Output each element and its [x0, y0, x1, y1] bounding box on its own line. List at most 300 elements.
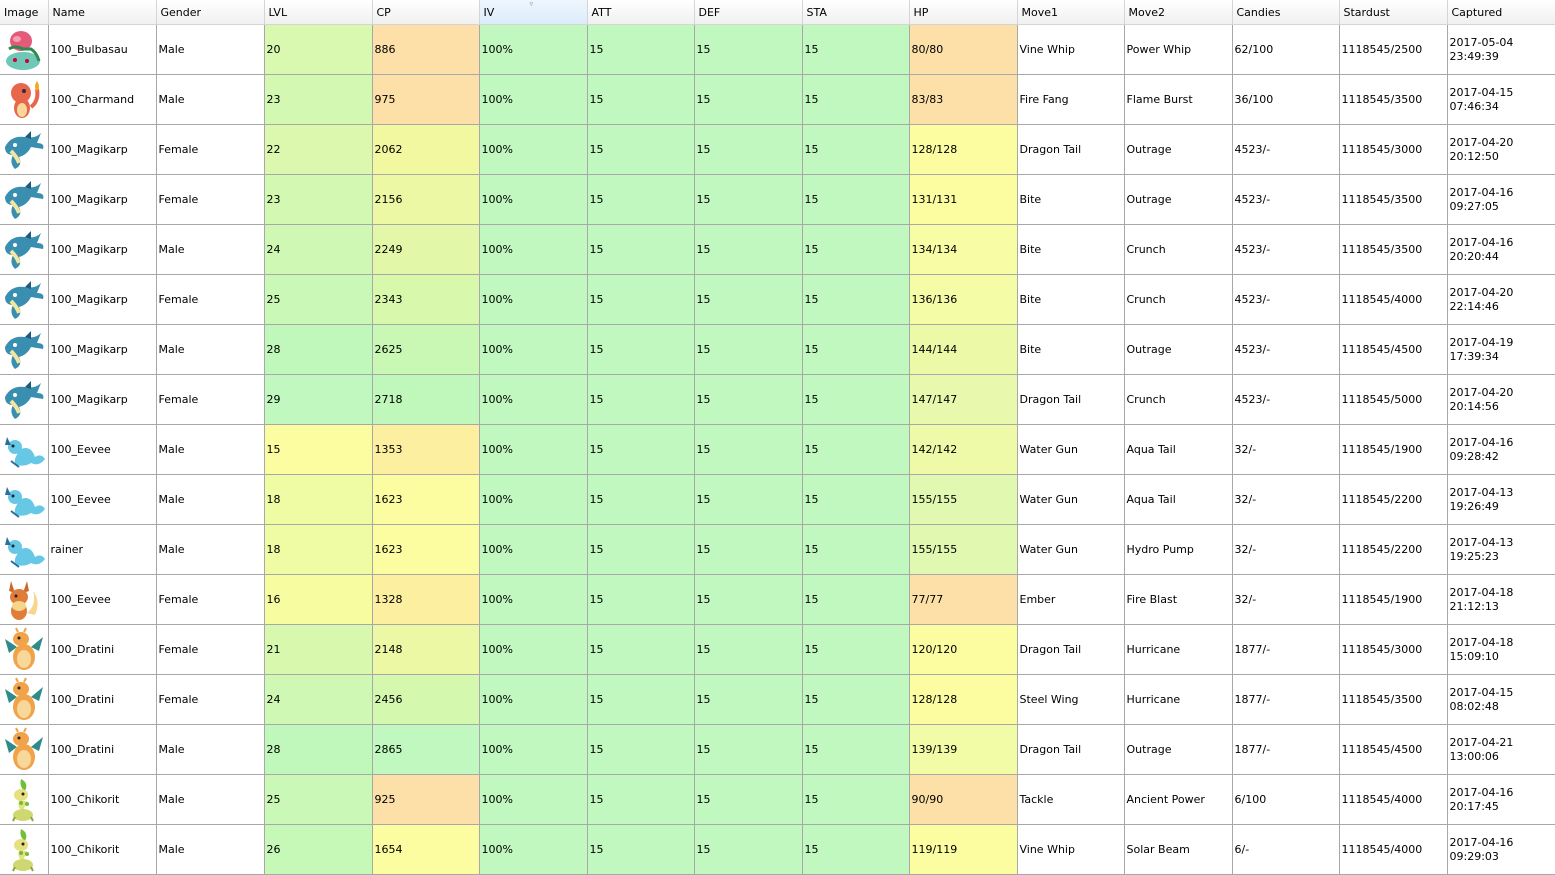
column-header-att[interactable]: ATT	[587, 0, 694, 25]
defense-cell: 15	[694, 825, 802, 875]
captured-date: 2017-05-04	[1449, 35, 1514, 49]
attack-cell: 15	[587, 625, 694, 675]
flareon-sprite-icon	[1, 577, 47, 623]
table-row[interactable]	[0, 525, 1555, 575]
gender-cell: Female	[156, 275, 264, 325]
stamina-cell: 15	[802, 475, 909, 525]
captured-cell	[1447, 25, 1555, 75]
stardust-cell: 1118545/4000	[1339, 775, 1447, 825]
image-cell	[0, 75, 48, 125]
cp-cell: 2062	[372, 125, 479, 175]
stardust-cell: 1118545/2500	[1339, 25, 1447, 75]
captured-time: 23:49:39	[1449, 49, 1499, 63]
hp-cell: 80/80	[909, 25, 1017, 75]
attack-cell: 15	[587, 25, 694, 75]
move2-cell: Power Whip	[1124, 25, 1232, 75]
move2-cell: Ancient Power	[1124, 775, 1232, 825]
move1-cell: Ember	[1017, 575, 1124, 625]
stardust-cell: 1118545/1900	[1339, 425, 1447, 475]
move1-cell: Vine Whip	[1017, 825, 1124, 875]
attack-cell: 15	[587, 475, 694, 525]
defense-cell: 15	[694, 725, 802, 775]
captured-time: 19:26:49	[1449, 499, 1499, 513]
hp-cell: 155/155	[909, 475, 1017, 525]
table-row[interactable]	[0, 725, 1555, 775]
magikarp-sprite-icon	[1, 177, 47, 223]
iv-cell: 100%	[479, 625, 587, 675]
move2-cell: Crunch	[1124, 225, 1232, 275]
attack-cell: 15	[587, 375, 694, 425]
stamina-cell: 15	[802, 425, 909, 475]
iv-cell: 100%	[479, 475, 587, 525]
gender-cell: Female	[156, 575, 264, 625]
hp-cell: 144/144	[909, 325, 1017, 375]
captured-time: 09:28:42	[1449, 449, 1499, 463]
iv-cell: 100%	[479, 25, 587, 75]
pokemon-name: 100_Magikarp	[48, 225, 156, 275]
cp-cell: 2148	[372, 625, 479, 675]
column-header-lvl[interactable]: LVL	[264, 0, 372, 25]
column-header-cp[interactable]: CP	[372, 0, 479, 25]
move2-cell: Crunch	[1124, 275, 1232, 325]
magikarp-sprite-icon	[1, 327, 47, 373]
captured-time: 09:27:05	[1449, 199, 1499, 213]
table-row[interactable]	[0, 325, 1555, 375]
attack-cell: 15	[587, 825, 694, 875]
defense-cell: 15	[694, 425, 802, 475]
captured-cell	[1447, 575, 1555, 625]
defense-cell: 15	[694, 175, 802, 225]
move1-cell: Bite	[1017, 275, 1124, 325]
attack-cell: 15	[587, 225, 694, 275]
iv-cell: 100%	[479, 775, 587, 825]
candies-cell: 32/-	[1232, 525, 1339, 575]
vaporeon-sprite-icon	[1, 527, 47, 573]
captured-cell	[1447, 625, 1555, 675]
move2-cell: Aqua Tail	[1124, 425, 1232, 475]
hp-cell: 119/119	[909, 825, 1017, 875]
captured-date: 2017-04-16	[1449, 785, 1514, 799]
captured-cell	[1447, 675, 1555, 725]
cp-cell: 1353	[372, 425, 479, 475]
move1-cell: Steel Wing	[1017, 675, 1124, 725]
stamina-cell: 15	[802, 25, 909, 75]
move1-cell: Bite	[1017, 225, 1124, 275]
stardust-cell: 1118545/3000	[1339, 625, 1447, 675]
gender-cell: Male	[156, 75, 264, 125]
gender-cell: Female	[156, 125, 264, 175]
hp-cell: 120/120	[909, 625, 1017, 675]
move1-cell: Dragon Tail	[1017, 375, 1124, 425]
level-cell: 24	[264, 225, 372, 275]
iv-cell: 100%	[479, 825, 587, 875]
attack-cell: 15	[587, 425, 694, 475]
table-row[interactable]	[0, 825, 1555, 875]
candies-cell: 4523/-	[1232, 175, 1339, 225]
hp-cell: 128/128	[909, 675, 1017, 725]
move2-cell: Hydro Pump	[1124, 525, 1232, 575]
column-header-captured[interactable]: Captured	[1447, 0, 1555, 25]
gender-cell: Male	[156, 225, 264, 275]
captured-date: 2017-04-15	[1449, 85, 1514, 99]
column-header-stardust[interactable]: Stardust	[1339, 0, 1447, 25]
move1-cell: Bite	[1017, 175, 1124, 225]
attack-cell: 15	[587, 325, 694, 375]
pokemon-name: 100_Chikorit	[48, 775, 156, 825]
magikarp-sprite-icon	[1, 127, 47, 173]
attack-cell: 15	[587, 125, 694, 175]
defense-cell: 15	[694, 225, 802, 275]
table-body	[0, 25, 1555, 875]
pokemon-name: 100_Dratini	[48, 675, 156, 725]
iv-cell: 100%	[479, 275, 587, 325]
stamina-cell: 15	[802, 725, 909, 775]
stardust-cell: 1118545/4000	[1339, 825, 1447, 875]
pokemon-name: 100_Eevee	[48, 575, 156, 625]
image-cell	[0, 25, 48, 75]
table-row[interactable]	[0, 275, 1555, 325]
move2-cell: Fire Blast	[1124, 575, 1232, 625]
pokemon-name: 100_Dratini	[48, 625, 156, 675]
move1-cell: Vine Whip	[1017, 25, 1124, 75]
captured-cell	[1447, 375, 1555, 425]
iv-cell: 100%	[479, 675, 587, 725]
captured-date: 2017-04-20	[1449, 385, 1514, 399]
attack-cell: 15	[587, 725, 694, 775]
image-cell	[0, 375, 48, 425]
level-cell: 25	[264, 275, 372, 325]
captured-cell	[1447, 225, 1555, 275]
level-cell: 28	[264, 725, 372, 775]
captured-date: 2017-04-16	[1449, 435, 1514, 449]
stamina-cell: 15	[802, 775, 909, 825]
level-cell: 28	[264, 325, 372, 375]
cp-cell: 1654	[372, 825, 479, 875]
gender-cell: Male	[156, 25, 264, 75]
sort-descending-icon: ▿	[529, 0, 534, 8]
hp-cell: 90/90	[909, 775, 1017, 825]
cp-cell: 975	[372, 75, 479, 125]
hp-cell: 77/77	[909, 575, 1017, 625]
gender-cell: Female	[156, 625, 264, 675]
defense-cell: 15	[694, 525, 802, 575]
candies-cell: 4523/-	[1232, 225, 1339, 275]
candies-cell: 6/-	[1232, 825, 1339, 875]
gender-cell: Male	[156, 475, 264, 525]
column-header-image[interactable]: Image	[0, 0, 48, 25]
captured-date: 2017-04-16	[1449, 835, 1514, 849]
attack-cell: 15	[587, 175, 694, 225]
dragonite-sprite-icon	[1, 627, 47, 673]
stardust-cell: 1118545/5000	[1339, 375, 1447, 425]
captured-cell	[1447, 775, 1555, 825]
stardust-cell: 1118545/3500	[1339, 675, 1447, 725]
pokemon-name: 100_Eevee	[48, 475, 156, 525]
captured-time: 15:09:10	[1449, 649, 1499, 663]
defense-cell: 15	[694, 775, 802, 825]
column-header-candies[interactable]: Candies	[1232, 0, 1339, 25]
stardust-cell: 1118545/4500	[1339, 325, 1447, 375]
defense-cell: 15	[694, 275, 802, 325]
iv-cell: 100%	[479, 725, 587, 775]
move2-cell: Hurricane	[1124, 675, 1232, 725]
move1-cell: Fire Fang	[1017, 75, 1124, 125]
bulbasaur-sprite-icon	[1, 27, 47, 73]
candies-cell: 4523/-	[1232, 275, 1339, 325]
candies-cell: 6/100	[1232, 775, 1339, 825]
move1-cell: Water Gun	[1017, 475, 1124, 525]
candies-cell: 4523/-	[1232, 125, 1339, 175]
hp-cell: 83/83	[909, 75, 1017, 125]
stardust-cell: 1118545/3500	[1339, 175, 1447, 225]
captured-cell	[1447, 475, 1555, 525]
move2-cell: Outrage	[1124, 725, 1232, 775]
candies-cell: 32/-	[1232, 475, 1339, 525]
gender-cell: Male	[156, 425, 264, 475]
move1-cell: Water Gun	[1017, 425, 1124, 475]
stamina-cell: 15	[802, 325, 909, 375]
table-row[interactable]	[0, 125, 1555, 175]
column-header-hp[interactable]: HP	[909, 0, 1017, 25]
level-cell: 25	[264, 775, 372, 825]
magikarp-sprite-icon	[1, 277, 47, 323]
move2-cell: Aqua Tail	[1124, 475, 1232, 525]
move2-cell: Flame Burst	[1124, 75, 1232, 125]
candies-cell: 62/100	[1232, 25, 1339, 75]
candies-cell: 4523/-	[1232, 325, 1339, 375]
captured-cell	[1447, 175, 1555, 225]
stardust-cell: 1118545/1900	[1339, 575, 1447, 625]
gender-cell: Male	[156, 725, 264, 775]
hp-cell: 131/131	[909, 175, 1017, 225]
image-cell	[0, 225, 48, 275]
defense-cell: 15	[694, 625, 802, 675]
gender-cell: Male	[156, 775, 264, 825]
move1-cell: Dragon Tail	[1017, 725, 1124, 775]
stamina-cell: 15	[802, 75, 909, 125]
stardust-cell: 1118545/3500	[1339, 75, 1447, 125]
pokemon-name: 100_Eevee	[48, 425, 156, 475]
bayleef-sprite-icon	[1, 827, 47, 873]
gender-cell: Female	[156, 675, 264, 725]
hp-cell: 147/147	[909, 375, 1017, 425]
captured-cell	[1447, 75, 1555, 125]
captured-date: 2017-04-13	[1449, 485, 1514, 499]
image-cell	[0, 125, 48, 175]
captured-cell	[1447, 325, 1555, 375]
stardust-cell: 1118545/2200	[1339, 525, 1447, 575]
move2-cell: Outrage	[1124, 325, 1232, 375]
iv-cell: 100%	[479, 375, 587, 425]
cp-cell: 1623	[372, 475, 479, 525]
gender-cell: Male	[156, 325, 264, 375]
attack-cell: 15	[587, 75, 694, 125]
image-cell	[0, 475, 48, 525]
hp-cell: 155/155	[909, 525, 1017, 575]
captured-cell	[1447, 275, 1555, 325]
captured-cell	[1447, 825, 1555, 875]
level-cell: 26	[264, 825, 372, 875]
defense-cell: 15	[694, 125, 802, 175]
table-row[interactable]	[0, 425, 1555, 475]
column-header-gender[interactable]: Gender	[156, 0, 264, 25]
captured-time: 07:46:34	[1449, 99, 1499, 113]
captured-date: 2017-04-19	[1449, 335, 1514, 349]
captured-date: 2017-04-20	[1449, 285, 1514, 299]
captured-time: 21:12:13	[1449, 599, 1499, 613]
defense-cell: 15	[694, 675, 802, 725]
defense-cell: 15	[694, 375, 802, 425]
captured-time: 20:17:45	[1449, 799, 1499, 813]
table-row[interactable]	[0, 375, 1555, 425]
stardust-cell: 1118545/2200	[1339, 475, 1447, 525]
defense-cell: 15	[694, 325, 802, 375]
defense-cell: 15	[694, 75, 802, 125]
iv-cell: 100%	[479, 75, 587, 125]
level-cell: 20	[264, 25, 372, 75]
attack-cell: 15	[587, 575, 694, 625]
captured-time: 09:29:03	[1449, 849, 1499, 863]
stamina-cell: 15	[802, 525, 909, 575]
move2-cell: Crunch	[1124, 375, 1232, 425]
image-cell	[0, 325, 48, 375]
column-header-move1[interactable]: Move1	[1017, 0, 1124, 25]
gender-cell: Female	[156, 375, 264, 425]
hp-cell: 142/142	[909, 425, 1017, 475]
captured-time: 22:14:46	[1449, 299, 1499, 313]
stamina-cell: 15	[802, 375, 909, 425]
candies-cell: 32/-	[1232, 575, 1339, 625]
move2-cell: Outrage	[1124, 175, 1232, 225]
iv-cell: 100%	[479, 575, 587, 625]
captured-date: 2017-04-15	[1449, 685, 1514, 699]
stamina-cell: 15	[802, 175, 909, 225]
table-row[interactable]	[0, 625, 1555, 675]
iv-cell: 100%	[479, 325, 587, 375]
captured-time: 17:39:34	[1449, 349, 1499, 363]
table-row[interactable]	[0, 775, 1555, 825]
defense-cell: 15	[694, 575, 802, 625]
captured-date: 2017-04-18	[1449, 585, 1514, 599]
pokemon-name: 100_Bulbasau	[48, 25, 156, 75]
table-row[interactable]	[0, 225, 1555, 275]
stamina-cell: 15	[802, 125, 909, 175]
pokemon-name: 100_Chikorit	[48, 825, 156, 875]
captured-date: 2017-04-21	[1449, 735, 1514, 749]
image-cell	[0, 725, 48, 775]
stamina-cell: 15	[802, 225, 909, 275]
stardust-cell: 1118545/4000	[1339, 275, 1447, 325]
pokemon-name: 100_Magikarp	[48, 375, 156, 425]
level-cell: 23	[264, 175, 372, 225]
cp-cell: 1623	[372, 525, 479, 575]
candies-cell: 1877/-	[1232, 675, 1339, 725]
cp-cell: 1328	[372, 575, 479, 625]
column-header-iv[interactable]: IV ▿	[479, 0, 587, 25]
move2-cell: Outrage	[1124, 125, 1232, 175]
attack-cell: 15	[587, 275, 694, 325]
image-cell	[0, 575, 48, 625]
gender-cell: Male	[156, 825, 264, 875]
attack-cell: 15	[587, 525, 694, 575]
column-header-move2[interactable]: Move2	[1124, 0, 1232, 25]
captured-date: 2017-04-13	[1449, 535, 1514, 549]
move1-cell: Dragon Tail	[1017, 125, 1124, 175]
iv-cell: 100%	[479, 225, 587, 275]
stardust-cell: 1118545/4500	[1339, 725, 1447, 775]
table-row[interactable]	[0, 25, 1555, 75]
hp-cell: 134/134	[909, 225, 1017, 275]
level-cell: 16	[264, 575, 372, 625]
stamina-cell: 15	[802, 825, 909, 875]
table-row[interactable]	[0, 475, 1555, 525]
stamina-cell: 15	[802, 575, 909, 625]
image-cell	[0, 625, 48, 675]
attack-cell: 15	[587, 775, 694, 825]
image-cell	[0, 775, 48, 825]
column-header-sta[interactable]: STA	[802, 0, 909, 25]
candies-cell: 1877/-	[1232, 725, 1339, 775]
stamina-cell: 15	[802, 625, 909, 675]
cp-cell: 2456	[372, 675, 479, 725]
move2-cell: Solar Beam	[1124, 825, 1232, 875]
vaporeon-sprite-icon	[1, 427, 47, 473]
image-cell	[0, 175, 48, 225]
hp-cell: 139/139	[909, 725, 1017, 775]
iv-cell: 100%	[479, 125, 587, 175]
vaporeon-sprite-icon	[1, 477, 47, 523]
table-row[interactable]	[0, 75, 1555, 125]
dragonite-sprite-icon	[1, 677, 47, 723]
captured-time: 20:20:44	[1449, 249, 1499, 263]
level-cell: 21	[264, 625, 372, 675]
level-cell: 22	[264, 125, 372, 175]
candies-cell: 32/-	[1232, 425, 1339, 475]
candies-cell: 36/100	[1232, 75, 1339, 125]
iv-cell: 100%	[479, 175, 587, 225]
column-header-def[interactable]: DEF	[694, 0, 802, 25]
move2-cell: Hurricane	[1124, 625, 1232, 675]
captured-cell	[1447, 425, 1555, 475]
captured-time: 20:14:56	[1449, 399, 1499, 413]
captured-date: 2017-04-20	[1449, 135, 1514, 149]
table-row[interactable]	[0, 175, 1555, 225]
pokemon-name: 100_Magikarp	[48, 125, 156, 175]
gender-cell: Male	[156, 525, 264, 575]
captured-time: 13:00:06	[1449, 749, 1499, 763]
magikarp-sprite-icon	[1, 227, 47, 273]
captured-date: 2017-04-16	[1449, 185, 1514, 199]
level-cell: 15	[264, 425, 372, 475]
cp-cell: 2249	[372, 225, 479, 275]
level-cell: 23	[264, 75, 372, 125]
hp-cell: 128/128	[909, 125, 1017, 175]
table-row[interactable]	[0, 575, 1555, 625]
defense-cell: 15	[694, 475, 802, 525]
pokemon-name: 100_Magikarp	[48, 175, 156, 225]
candies-cell: 4523/-	[1232, 375, 1339, 425]
column-header-name[interactable]: Name	[48, 0, 156, 25]
stamina-cell: 15	[802, 275, 909, 325]
gender-cell: Female	[156, 175, 264, 225]
table-row[interactable]	[0, 675, 1555, 725]
captured-time: 19:25:23	[1449, 549, 1499, 563]
image-cell	[0, 425, 48, 475]
cp-cell: 2865	[372, 725, 479, 775]
stardust-cell: 1118545/3000	[1339, 125, 1447, 175]
cp-cell: 2343	[372, 275, 479, 325]
cp-cell: 2718	[372, 375, 479, 425]
